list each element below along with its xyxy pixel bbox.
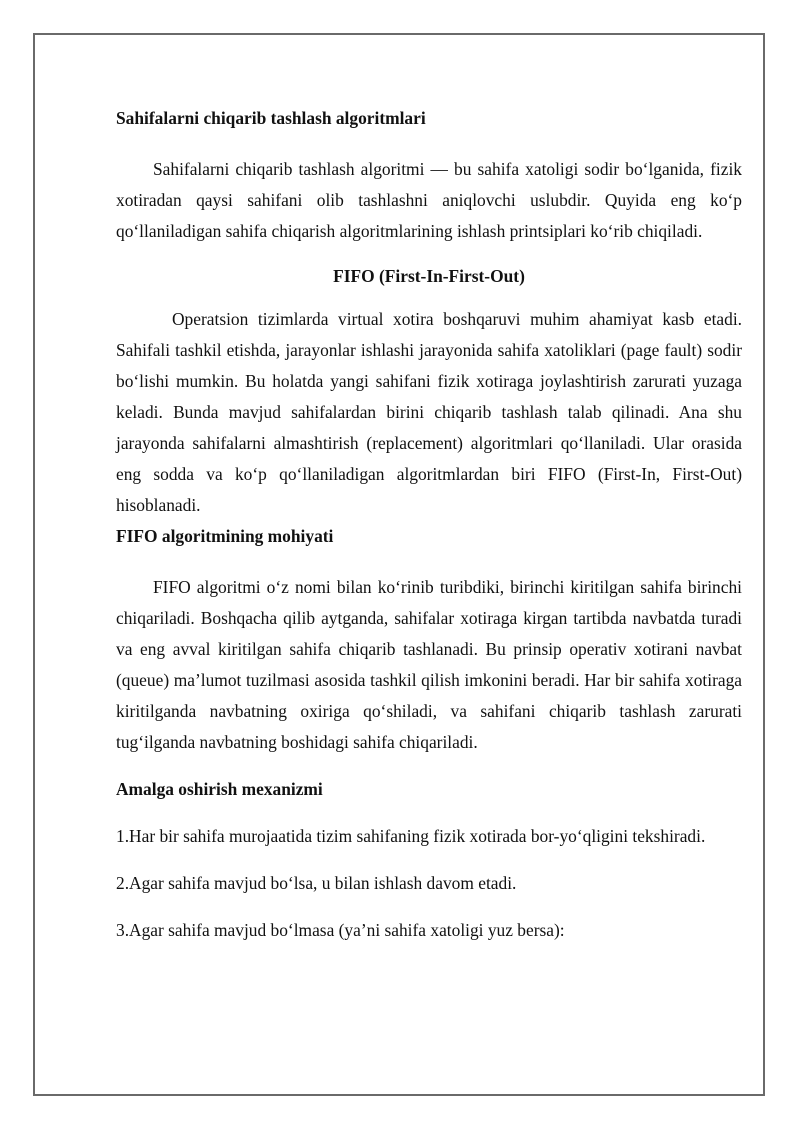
essence-paragraph: FIFO algoritmi o‘z nomi bilan ko‘rinib turibdiki, birinchi kiritilgan sahifa birinchi chiqariladi. Boshqacha qilib aytganda, sahifalar xotiraga kirgan tartibda navbatda turadi va eng avval kiritilgan sahifa chiqarib tashlanadi. Bu prinsip operativ xotirani navbat (queue) ma’lumot tuzilmasi asosida tashkil qilish imkonini beradi. Har bir sahifa xotiraga kiritilganda navbatning oxiriga qo‘shiladi, va sahifani chiqarib tashlash zarurati tug‘ilganda navbatning boshidagi sahifa chiqariladi. — [116, 577, 742, 752]
fifo-paragraph: Operatsion tizimlarda virtual xotira boshqaruvi muhim ahamiyat kasb etadi. Sahifali tashkil etishda, jarayonlar ishlashi jarayonida sahifa xatoliklari (page fault) sodir bo‘lishi mumkin. Bu holatda yangi sahifani fizik xotiraga joylashtirish zarurati yuzaga keladi. Bunda mavjud sahifalardan birini chiqarib tashlash talab qilinadi. Ana shu jarayonda sahifalarni almashtirish (replacement) algoritmlari qo‘llaniladi. Ular orasida eng sodda va ko‘p qo‘llaniladigan algoritmlardan biri FIFO (First-In, First-Out) hisoblanadi. — [116, 309, 742, 515]
document-title: Sahifalarni chiqarib tashlash algoritmlari — [116, 108, 426, 128]
essence-section-title: FIFO algoritmining mohiyati — [116, 526, 334, 546]
step-item: 2.Agar sahifa mavjud bo‘lsa, u bilan ishlash davom etadi. — [116, 873, 517, 893]
fifo-section-title: FIFO (First-In-First-Out) — [333, 266, 525, 286]
mechanism-section-title: Amalga oshirish mexanizmi — [116, 779, 323, 799]
step-item: 1.Har bir sahifa murojaatida tizim sahifaning fizik xotirada bor-yo‘qligini tekshiradi. — [116, 826, 706, 846]
step-item: 3.Agar sahifa mavjud bo‘lmasa (ya’ni sahifa xatoligi yuz bersa): — [116, 920, 565, 940]
document-body — [116, 103, 742, 946]
intro-paragraph: Sahifalarni chiqarib tashlash algoritmi — bu sahifa xatoligi sodir bo‘lganida, fizik xotiradan qaysi sahifani olib tashlashni aniqlovchi uslubdir. Quyida eng ko‘p qo‘llaniladigan sahifa chiqarish algoritmlarining ishlash printsiplari ko‘rib chiqiladi. — [116, 159, 742, 241]
